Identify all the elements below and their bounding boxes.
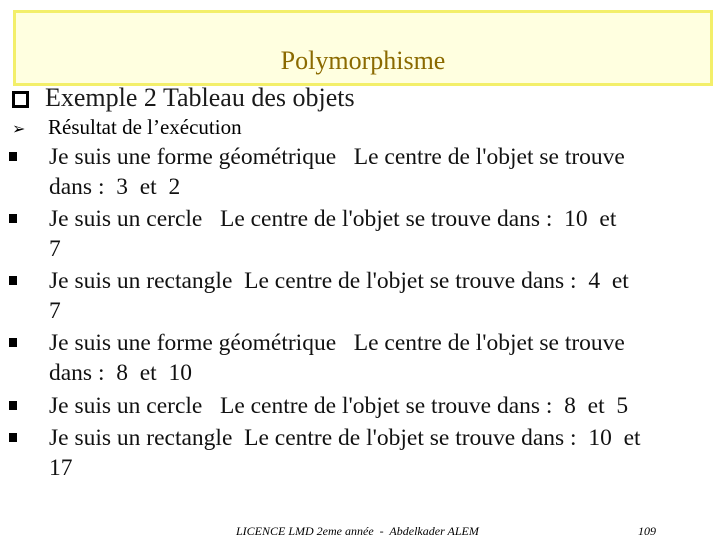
square-bullet-icon [9,338,17,347]
list-item-line: Je suis un cercle Le centre de l'objet se trouve dans : 8 et 5 [49,393,629,419]
list-item [49,391,709,421]
list-item-line: 7 [49,236,61,262]
hollow-square-bullet-icon [12,91,29,108]
heading-text: Exemple 2 Tableau des objets [45,83,355,112]
square-bullet-icon [9,401,17,410]
arrow-bullet-icon: ➢ [12,119,26,138]
subheading [12,114,242,142]
list-item-line: Je suis une forme géométrique Le centre de l'objet se trouve [49,144,625,170]
list-item-line: 7 [49,298,61,324]
list-item-line: Je suis un rectangle Le centre de l'objet se trouve dans : 4 et [49,268,629,294]
square-bullet-icon [9,214,17,223]
list-item [49,142,709,202]
page-number: 109 [638,524,656,538]
square-bullet-icon [9,433,17,442]
title-box [13,10,713,86]
footer-text: LICENCE LMD 2eme année - Abdelkader ALEM [236,524,479,538]
slide-heading [12,83,355,113]
list-item-line: Je suis un cercle Le centre de l'objet se trouve dans : 10 et [49,206,617,232]
list-item [49,423,709,483]
list-item-line: Je suis un rectangle Le centre de l'objet se trouve dans : 10 et [49,425,641,451]
slide-title: Polymorphisme [280,46,446,75]
list-item [49,266,709,326]
list-item-line: dans : 8 et 10 [49,360,192,386]
list-item-line: Je suis une forme géométrique Le centre de l'objet se trouve [49,330,625,356]
square-bullet-icon [9,276,17,285]
list-item-line: 17 [49,455,73,481]
subheading-text: Résultat de l’exécution [48,115,242,139]
list-item [49,204,709,264]
square-bullet-icon [9,152,17,161]
list-item-line: dans : 3 et 2 [49,174,181,200]
list-item [49,328,709,388]
